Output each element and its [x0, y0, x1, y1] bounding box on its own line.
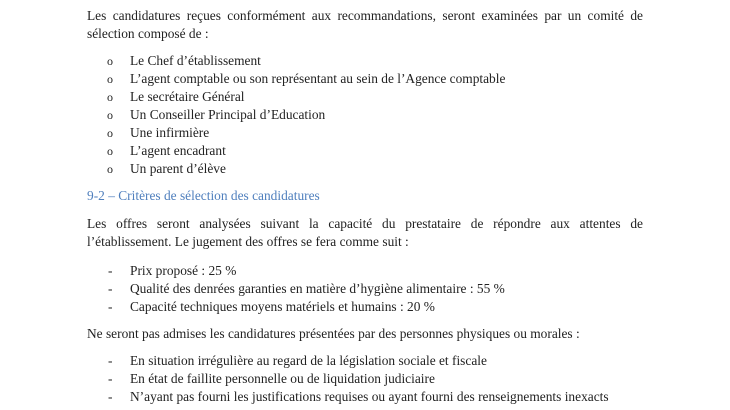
section-heading: 9-2 – Critères de sélection des candidatures: [87, 188, 320, 203]
dash-bullet-icon: -: [108, 371, 113, 386]
committee-intro-paragraph: Les candidatures reçues conformément aux recommandations, seront examinées par un comité de sélection composé de :: [87, 8, 643, 41]
dash-bullet-icon: -: [108, 353, 113, 368]
dash-bullet-icon: -: [108, 281, 113, 296]
criteria-intro-paragraph: Les offres seront analysées suivant la capacité du prestataire de répondre aux attentes de l’établissement. Le jugement des offres se fera comme suit :: [87, 216, 643, 249]
circle-bullet-icon: o: [107, 162, 113, 176]
list-item: o Un Conseiller Principal d’Education: [107, 107, 326, 122]
list-item: - Prix proposé : 25 %: [108, 263, 237, 278]
list-item: o Le Chef d’établissement: [107, 53, 261, 68]
list-item: - Capacité techniques moyens matériels et humains : 20 %: [108, 299, 435, 314]
dash-bullet-icon: -: [108, 263, 113, 278]
committee-list: [87, 52, 505, 178]
circle-bullet-icon: o: [107, 108, 113, 122]
circle-bullet-icon: o: [107, 90, 113, 104]
circle-bullet-icon: o: [107, 72, 113, 86]
criteria-list: [87, 262, 505, 316]
exclusion-intro-paragraph: Ne seront pas admises les candidatures présentées par des personnes physiques ou morales :: [87, 326, 580, 341]
dash-bullet-icon: -: [108, 299, 113, 314]
list-item: - Qualité des denrées garanties en matière d’hygiène alimentaire : 55 %: [108, 281, 505, 296]
exclusion-list: [87, 352, 609, 406]
circle-bullet-icon: o: [107, 54, 113, 68]
list-item: o Un parent d’élève: [107, 161, 226, 176]
dash-bullet-icon: -: [108, 389, 113, 404]
circle-bullet-icon: o: [107, 126, 113, 140]
circle-bullet-icon: o: [107, 144, 113, 158]
list-item: - N’ayant pas fourni les justifications requises ou ayant fourni des renseignements inexacts: [108, 389, 609, 404]
list-item: o Une infirmière: [107, 125, 210, 140]
list-item: o Le secrétaire Général: [107, 89, 245, 104]
list-item: - En situation irrégulière au regard de la législation sociale et fiscale: [108, 353, 487, 368]
list-item: o L’agent encadrant: [107, 143, 226, 158]
list-item: - En état de faillite personnelle ou de liquidation judiciaire: [108, 371, 435, 386]
list-item: o L’agent comptable ou son représentant au sein de l’Agence comptable: [107, 71, 506, 86]
